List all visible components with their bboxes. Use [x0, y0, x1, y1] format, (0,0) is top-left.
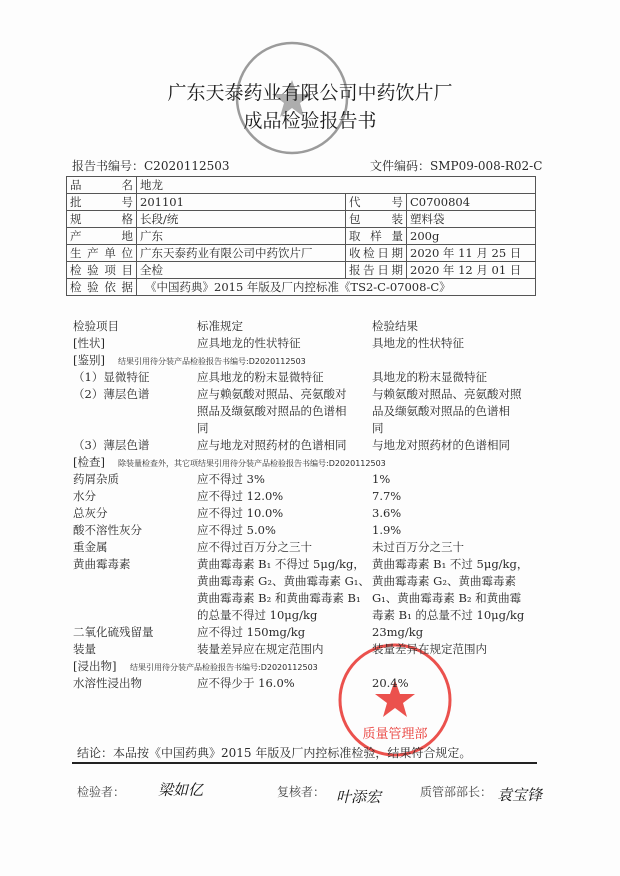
test-item: 二氧化硫残留量 [73, 625, 154, 639]
result-row [0, 437, 620, 454]
result-row [0, 658, 620, 675]
test-item: （3）薄层色谱 [73, 438, 150, 452]
result-row [0, 454, 620, 471]
result-row [0, 522, 620, 539]
result: 1.9% [372, 523, 402, 537]
result-row [0, 556, 620, 573]
result: 3.6% [372, 506, 402, 520]
label: 批号 [67, 194, 137, 211]
standard: 应与赖氨酸对照品、亮氨酸对 [197, 387, 347, 401]
result-row [0, 335, 620, 352]
result: 1% [372, 472, 391, 486]
label: 生产单位 [67, 245, 137, 262]
result: 装量差异在规定范围内 [372, 642, 487, 656]
standard: 同 [197, 421, 209, 435]
result-row [0, 369, 620, 386]
result-row [0, 386, 620, 403]
reference-note: 结果引用待分装产品检验报告书编号:D2020112503 [130, 663, 318, 672]
reviewer-signature: 叶添宏 [336, 788, 382, 806]
product-info-table [66, 176, 536, 296]
label: 包装 [346, 211, 407, 228]
standard: 应不得过 3% [197, 472, 265, 486]
test-item: [鉴别] [73, 353, 105, 367]
result-row [0, 607, 620, 624]
result: 与赖氨酸对照品、亮氨酸对照 [372, 387, 522, 401]
standard: 应不得过 150mg/kg [197, 625, 306, 639]
label: 取样量 [346, 228, 407, 245]
label: 规格 [67, 211, 137, 228]
test-item: （2）薄层色谱 [73, 387, 150, 401]
label: 检验依据 [67, 279, 137, 296]
result: 与地龙对照药材的色谱相同 [372, 438, 510, 452]
label: 收检日期 [346, 245, 407, 262]
report-date: 2020 年 12 月 01 日 [407, 262, 536, 279]
batch-number: 201101 [137, 194, 346, 211]
result-row [0, 573, 620, 590]
inspection-items: 全检 [137, 262, 346, 279]
test-item: [浸出物] [73, 659, 117, 673]
result: 毒素 B₁ 的总量不过 10μg/kg [372, 608, 525, 622]
label: 检验项目 [67, 262, 137, 279]
result-row [0, 641, 620, 658]
result-row [0, 505, 620, 522]
results-header [0, 318, 620, 335]
result-row [0, 675, 620, 692]
result-row [0, 624, 620, 641]
results-section [0, 318, 620, 692]
sample-amount: 200g [407, 228, 536, 245]
standard: 装量差异应在规定范围内 [197, 642, 324, 656]
col-item: 检验项目 [73, 319, 119, 333]
test-item: [检查] [73, 455, 105, 469]
origin: 广东 [137, 228, 346, 245]
test-item: 药屑杂质 [73, 472, 119, 486]
manufacturer: 广东天泰药业有限公司中药饮片厂 [137, 245, 346, 262]
test-item: 装量 [73, 642, 96, 656]
test-item: 总灰分 [73, 506, 108, 520]
test-item: （1）显微特征 [73, 370, 150, 384]
product-name: 地龙 [137, 177, 536, 194]
standard: 照品及缬氨酸对照品的色谱相 [197, 404, 347, 418]
standard: 应具地龙的性状特征 [197, 336, 301, 350]
result-row [0, 420, 620, 437]
result: 黄曲霉毒素 B₁ 不过 5μg/kg， [372, 557, 529, 571]
qa-head-signature: 袁宝锋 [497, 786, 543, 804]
divider [72, 762, 537, 764]
test-item: 重金属 [73, 540, 108, 554]
standard: 黄曲霉毒素 G₂、黄曲霉毒素 G₁、 [197, 574, 370, 588]
standard: 应不得少于 16.0% [197, 676, 295, 690]
result: 品及缬氨酸对照品的色谱相 [372, 404, 510, 418]
standard: 应不得过 12.0% [197, 489, 284, 503]
reviewer-label: 复核者： [277, 785, 326, 799]
product-code: C0700804 [407, 194, 536, 211]
reference-note: 结果引用待分装产品检验报告书编号:D2020112503 [118, 357, 306, 366]
test-item: [性状] [73, 336, 105, 350]
standard: 应不得过 10.0% [197, 506, 284, 520]
result: 20.4% [372, 676, 409, 690]
inspector-signature: 梁如亿 [158, 781, 204, 799]
result: 23mg/kg [372, 625, 424, 639]
result: 具地龙的性状特征 [372, 336, 464, 350]
result-row [0, 539, 620, 556]
specification: 长段/统 [137, 211, 346, 228]
result-row [0, 488, 620, 505]
svg-text:质量管理部: 质量管理部 [362, 727, 428, 742]
label: 产地 [67, 228, 137, 245]
result: 未过百万分之三十 [372, 540, 464, 554]
standard: 黄曲霉毒素 B₂ 和黄曲霉毒素 B₁ [197, 591, 361, 605]
conclusion: 结论：本品按《中国药典》2015 年版及厂内控标准检验，结果符合规定。 [77, 746, 472, 760]
test-item: 水分 [73, 489, 96, 503]
result: 具地龙的粉末显微特征 [372, 370, 487, 384]
packaging: 塑料袋 [407, 211, 536, 228]
standard: 应具地龙的粉末显微特征 [197, 370, 324, 384]
result-row [0, 471, 620, 488]
result: 黄曲霉毒素 G₂、黄曲霉毒素 [372, 574, 516, 588]
result: G₁、黄曲霉毒素 B₂ 和黄曲霉 [372, 591, 522, 605]
doc-subtitle: 成品检验报告书 [243, 110, 377, 132]
received-date: 2020 年 11 月 25 日 [407, 245, 536, 262]
inspector-label: 检验者： [77, 785, 126, 799]
test-item: 酸不溶性灰分 [73, 523, 142, 537]
report-number: 报告书编号：C2020112503 [72, 159, 230, 173]
col-result: 检验结果 [372, 319, 418, 333]
result-row [0, 403, 620, 420]
standard: 应不得过百万分之三十 [197, 540, 312, 554]
result: 同 [372, 421, 384, 435]
result: 7.7% [372, 489, 402, 503]
label: 报告日期 [346, 262, 407, 279]
inspection-basis: 《中国药典》2015 年版及厂内控标准《TS2-C-07008-C》 [137, 279, 536, 296]
standard: 应不得过 5.0% [197, 523, 276, 537]
doc-title: 广东天泰药业有限公司中药饮片厂 [167, 82, 453, 104]
reference-note: 除装量检查外，其它项结果引用待分装产品检验报告书编号:D2020112503 [118, 459, 386, 468]
test-item: 黄曲霉毒素 [73, 557, 131, 571]
label: 代号 [346, 194, 407, 211]
label: 品名 [67, 177, 137, 194]
test-item: 水溶性浸出物 [73, 676, 142, 690]
col-standard: 标准规定 [197, 319, 243, 333]
qa-head-label: 质管部部长： [420, 785, 493, 799]
result-row [0, 352, 620, 369]
result-row [0, 590, 620, 607]
standard: 的总量不得过 10μg/kg [197, 608, 318, 622]
file-code: 文件编码：SMP09-008-R02-C [370, 159, 543, 173]
standard: 黄曲霉毒素 B₁ 不得过 5μg/kg， [197, 557, 365, 571]
standard: 应与地龙对照药材的色谱相同 [197, 438, 347, 452]
